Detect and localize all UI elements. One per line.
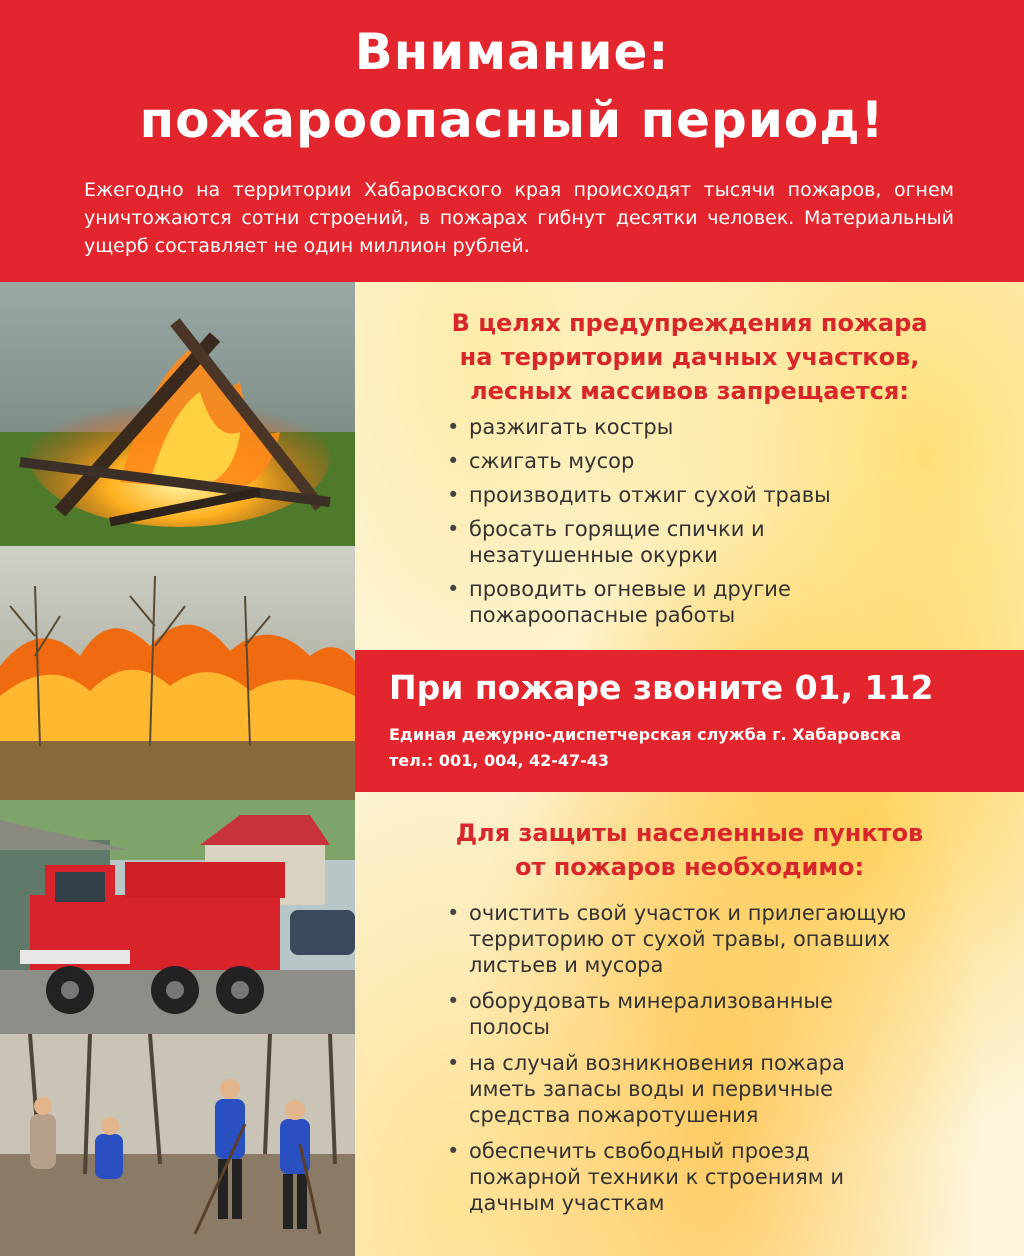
- fire-truck-photo: [0, 800, 355, 1034]
- protection-heading-line-2: от пожаров необходимо:: [514, 853, 865, 881]
- list-item: • разжигать костры: [447, 414, 1007, 440]
- campfire-photo: [0, 282, 355, 546]
- emergency-call-text: При пожаре звоните 01, 112: [389, 668, 934, 707]
- title-line-2: пожароопасный период!: [139, 91, 885, 149]
- prohibited-heading-line-1: В целях предупреждения пожара: [451, 309, 928, 337]
- list-item: • на случай возникновения пожара иметь запасы воды и первичные средства пожаротушения: [447, 1050, 889, 1128]
- dispatch-service-name: Единая дежурно-диспетчерская служба г. Хабаровска: [389, 725, 902, 744]
- list-item: • оборудовать минерализованные полосы: [447, 988, 869, 1040]
- cleanup-volunteers-photo: [0, 1034, 355, 1256]
- header-banner: [0, 0, 1024, 282]
- protection-heading: [355, 816, 1024, 884]
- list-item: • бросать горящие спички и незатушенные окурки: [447, 516, 809, 568]
- list-item: • сжигать мусор: [447, 448, 1007, 474]
- prohibited-list: [447, 414, 1007, 628]
- prohibited-heading-line-2: на территории дачных участков,: [459, 343, 920, 371]
- protection-heading-line-1: Для защиты населенные пунктов: [455, 819, 924, 847]
- list-item: • обеспечить свободный проезд пожарной техники к строениям и дачным участкам: [447, 1138, 869, 1216]
- grass-fire-photo: [0, 546, 355, 800]
- photo-column: [0, 282, 355, 1256]
- dispatch-phone-numbers: тел.: 001, 004, 42-47-43: [389, 751, 610, 770]
- dispatch-service-info: [389, 722, 901, 774]
- title-line-1: Внимание:: [354, 23, 670, 81]
- intro-text: Ежегодно на территории Хабаровского края происходят тысячи пожаров, огнем уничтожаются сотни строений, в пожарах гибнут десятки человек. Материальный ущерб составляет не один миллион рублей.: [84, 179, 954, 257]
- emergency-band: [355, 650, 1024, 792]
- prohibited-heading-line-3: лесных массивов запрещается:: [470, 377, 909, 405]
- protection-list: [447, 900, 967, 1216]
- prohibited-heading: [355, 306, 1024, 408]
- list-item: • производить отжиг сухой травы: [447, 482, 1007, 508]
- page-title: [0, 18, 1024, 154]
- list-item: • очистить свой участок и прилегающую территорию от сухой травы, опавших листьев и мусора: [447, 900, 939, 978]
- list-item: • проводить огневые и другие пожароопасные работы: [447, 576, 829, 628]
